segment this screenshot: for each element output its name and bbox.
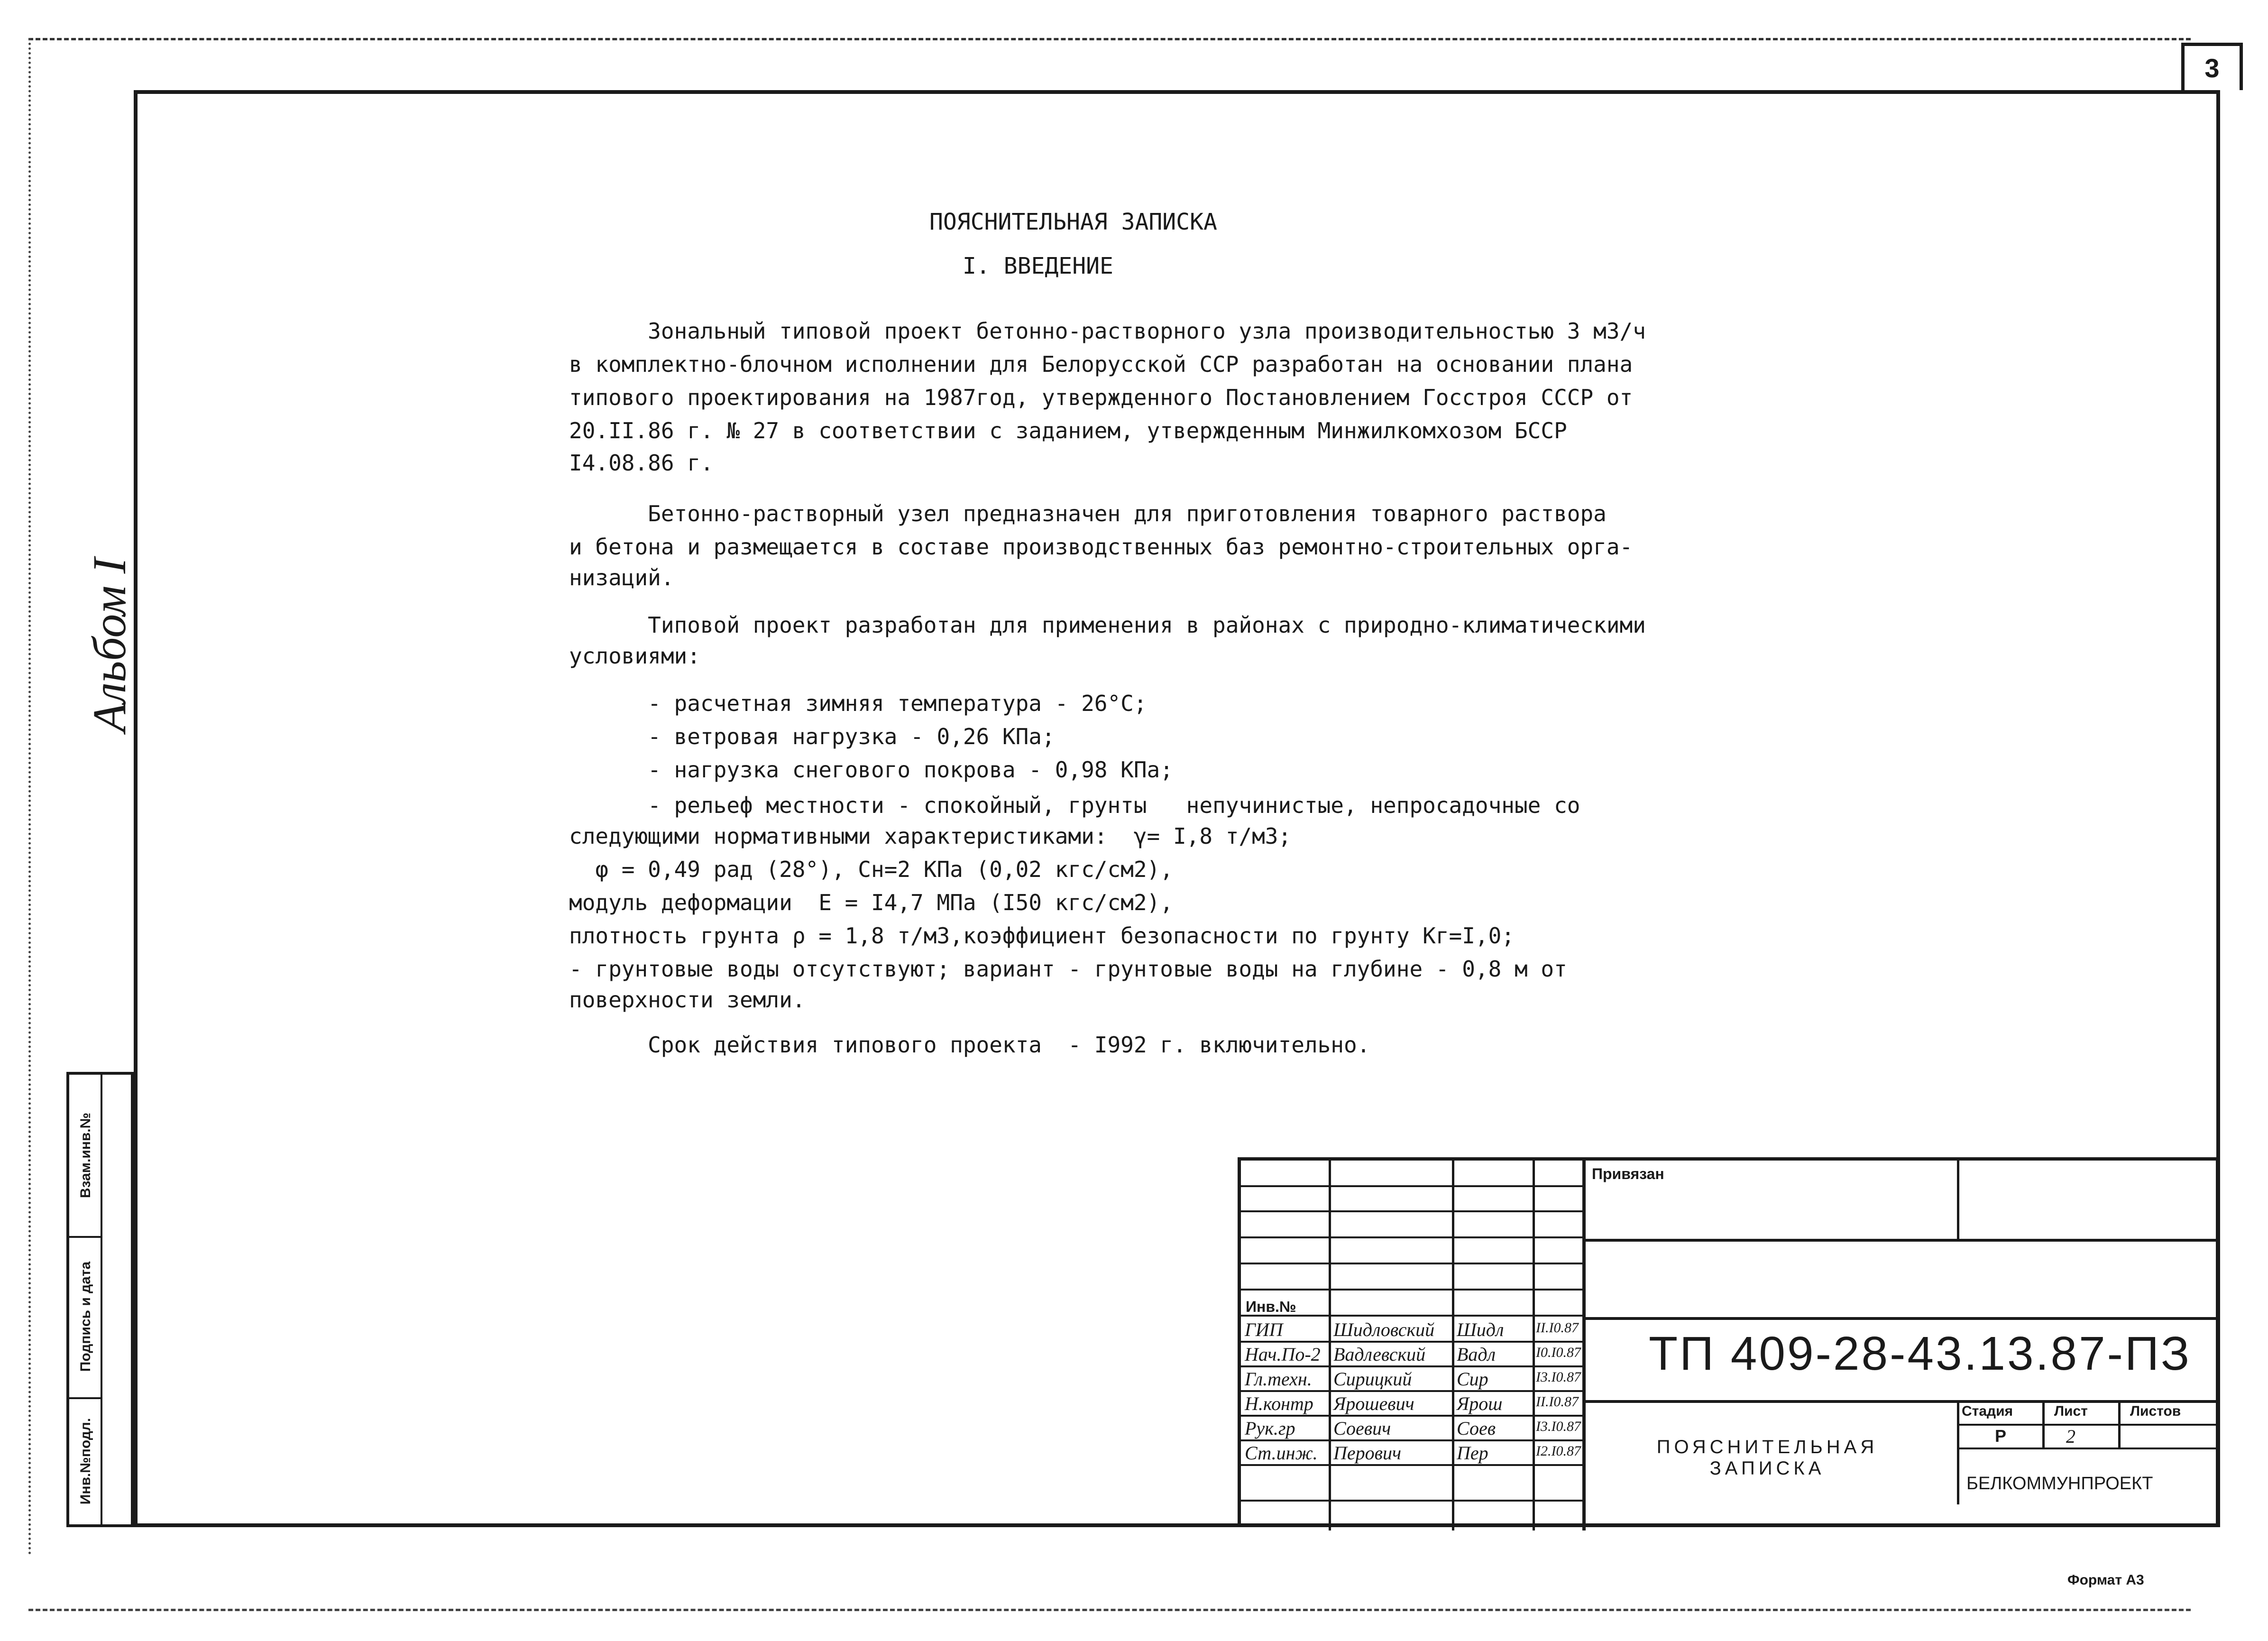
signer-date: II.I0.87 (1536, 1394, 1579, 1410)
side-cell-replace (69, 1075, 102, 1236)
tb-hline (1582, 1317, 2220, 1320)
signer-sign: Сир (1457, 1368, 1488, 1390)
signer-sign: Пер (1457, 1442, 1488, 1464)
text-line: I4.08.86 г. (569, 450, 714, 476)
tb-hline (1241, 1365, 1582, 1367)
signer-sign: Шидл (1457, 1319, 1504, 1340)
text-line: модуль деформации Е = I4,7 МПа (I50 кгс/см2), (569, 890, 1173, 915)
signer-date: I0.I0.87 (1536, 1345, 1581, 1360)
text-line: низаций. (569, 565, 674, 590)
signer-role: Н.контр (1245, 1393, 1313, 1414)
signer-date: I3.I0.87 (1536, 1369, 1581, 1385)
text-line: поверхности земли. (569, 987, 806, 1013)
sheet-label: Лист (2054, 1403, 2088, 1419)
signer-date: I2.I0.87 (1536, 1443, 1581, 1459)
album-label (47, 558, 171, 732)
text-line: - расчетная зимняя температура - 26°С; (569, 691, 1147, 716)
sheet-number: 3 (2181, 43, 2243, 90)
signer-name: Перович (1333, 1442, 1402, 1464)
album-label-text: Альбом I (83, 558, 136, 732)
text-line: Зональный типовой проект бетонно-растворного узла производительностью 3 м3/ч (569, 318, 1646, 344)
text-line: - нагрузка снегового покрова - 0,98 КПа; (569, 757, 1173, 783)
tb-hline (1241, 1464, 1582, 1466)
text-line: Срок действия типового проекта - I992 г. включительно. (569, 1032, 1370, 1058)
page-title: ПОЯСНИТЕЛЬНАЯ ЗАПИСКА (929, 209, 1217, 235)
tb-hline (1241, 1439, 1582, 1441)
tb-hline (1582, 1400, 2220, 1403)
outer-cut-line-bottom (28, 1609, 2191, 1611)
signer-name: Соевич (1333, 1418, 1391, 1439)
text-line: - рельеф местности - спокойный, грунты непучинистые, непросадочные со (569, 793, 1580, 818)
inv-label: Инв.№ (1246, 1298, 1296, 1315)
text-line: φ = 0,49 рад (28°), Сн=2 КПа (0,02 кгс/см2), (569, 857, 1173, 882)
privyazan-label: Привязан (1592, 1165, 1664, 1182)
stage-label: Стадия (1962, 1403, 2013, 1419)
text-line: плотность грунта ρ = 1,8 т/м3,коэффициент безопасности по грунту Кг=I,0; (569, 923, 1515, 949)
format-label: Формат А3 (2067, 1572, 2144, 1588)
side-cell-replace-text: Взам.инв.№ (78, 1112, 93, 1198)
organization: БЕЛКОММУНПРОЕКТ (1966, 1474, 2153, 1493)
signer-role: Гл.техн. (1245, 1368, 1312, 1390)
signer-date: I3.I0.87 (1536, 1419, 1581, 1434)
tb-hline (1241, 1185, 1582, 1187)
text-line: Типовой проект разработан для применения в районах с природно-климатическими (569, 612, 1646, 638)
sheets-label: Листов (2130, 1403, 2181, 1419)
tb-vline (1452, 1161, 1454, 1530)
tb-hline (1241, 1210, 1582, 1212)
tb-hline (1241, 1390, 1582, 1392)
signer-role: Рук.гр (1245, 1418, 1295, 1439)
document-name: ПОЯСНИТЕЛЬНАЯ ЗАПИСКА (1656, 1437, 1878, 1479)
tb-hline (1582, 1239, 2220, 1242)
tb-vline (1957, 1400, 1959, 1504)
document-code: ТП 409-28-43.13.87-ПЗ (1649, 1327, 2192, 1380)
tb-vline (1582, 1161, 1586, 1530)
signer-role: Ст.инж. (1245, 1442, 1318, 1464)
text-line: - ветровая нагрузка - 0,26 КПа; (569, 724, 1055, 749)
signer-date: II.I0.87 (1536, 1320, 1579, 1336)
sheet-value: 2 (2066, 1426, 2075, 1447)
tb-vline (1533, 1161, 1535, 1530)
tb-hline (1241, 1415, 1582, 1417)
signer-role: Нач.По-2 (1245, 1344, 1321, 1365)
tb-hline (1241, 1289, 1582, 1291)
stage-value: Р (1995, 1426, 2007, 1446)
text-line: - грунтовые воды отсутствуют; вариант - грунтовые воды на глубине - 0,8 м от (569, 956, 1567, 982)
text-line: типового проектирования на 1987год, утвержденного Постановлением Госстроя СССР от (569, 385, 1633, 410)
tb-hline (1957, 1424, 2220, 1426)
title-block (1238, 1157, 2219, 1527)
tb-hline (1241, 1263, 1582, 1264)
tb-vline (1957, 1161, 1959, 1239)
signer-sign: Ярош (1457, 1393, 1503, 1414)
text-line: в комплектно-блочном исполнении для Белорусской ССР разработан на основании плана (569, 351, 1633, 377)
outer-cut-line-top (28, 38, 2191, 40)
text-line: условиями: (569, 643, 700, 669)
text-line: следующими нормативными характеристиками: γ= I,8 т/м3; (569, 823, 1292, 849)
side-stamp (66, 1072, 134, 1527)
signer-name: Ярошевич (1333, 1393, 1414, 1414)
side-cell-signature-text: Подпись и дата (78, 1261, 94, 1372)
text-line: и бетона и размещается в составе производственных баз ремонтно-строительных орга- (569, 534, 1633, 560)
signer-name: Сирицкий (1333, 1368, 1412, 1390)
signer-role: ГИП (1245, 1319, 1283, 1340)
text-line: 20.II.86 г. № 27 в соответствии с заданием, утвержденным Минжилкомхозом БССР (569, 418, 1567, 443)
side-cell-inv (69, 1397, 102, 1525)
signer-name: Вадлевский (1333, 1344, 1426, 1365)
side-cell-inv-text: Инв.№подл. (78, 1418, 94, 1505)
tb-hline (1241, 1236, 1582, 1238)
section-heading: I. ВВЕДЕНИЕ (963, 253, 1113, 279)
signer-sign: Соев (1457, 1418, 1496, 1439)
tb-hline (1241, 1500, 1582, 1502)
tb-vline (1329, 1161, 1331, 1530)
side-cell-signature (69, 1236, 102, 1397)
signer-sign: Вадл (1457, 1344, 1496, 1365)
tb-hline (1241, 1341, 1582, 1343)
text-line: Бетонно-растворный узел предназначен для приготовления товарного раствора (569, 501, 1607, 526)
signer-name: Шидловский (1333, 1319, 1435, 1340)
outer-cut-line-left (28, 38, 31, 1556)
tb-hline (1957, 1447, 2220, 1449)
